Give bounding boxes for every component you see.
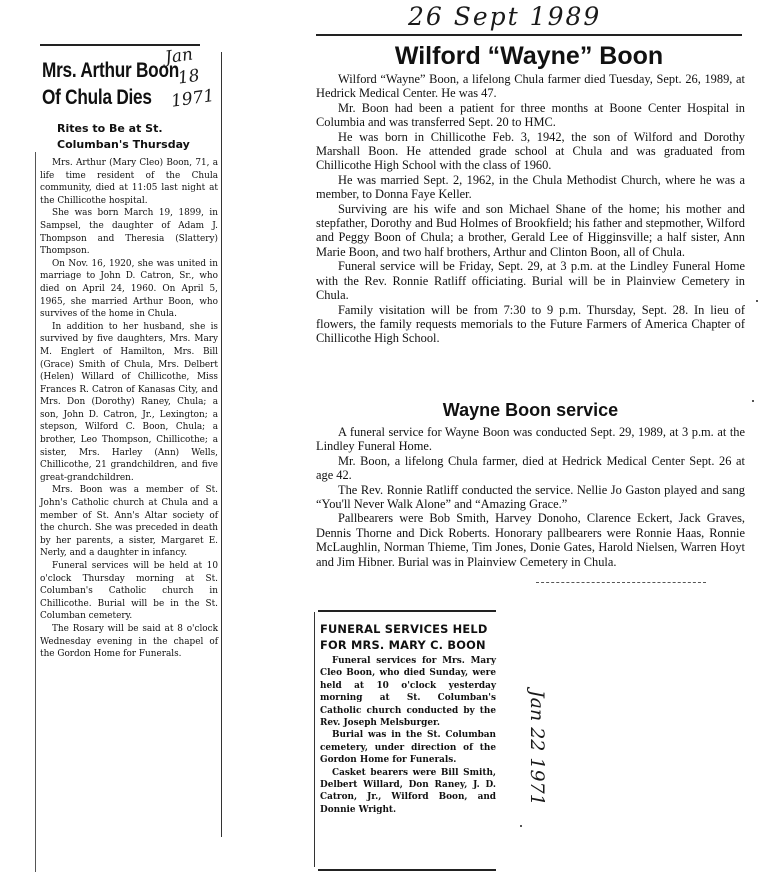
paragraph: The Rev. Ronnie Ratliff conducted the service. Nellie Jo Gaston played and sang “You'll Never Walk Alone” and “Amazing Grace.”	[316, 482, 745, 512]
paragraph: Mrs. Arthur (Mary Cleo) Boon, 71, a life time resident of the Chula community, died at 11:05 last night at the Chillicothe hospital.	[40, 158, 218, 206]
rule-top	[316, 34, 742, 36]
article-body-service	[316, 425, 745, 569]
article-body	[40, 157, 218, 661]
paragraph: Surviving are his wife and son Michael Shane of the home; his mother and stepfather, Dorothy and Bud Holmes of Brookfield; his father and stepmother, Wilford and Peggy Boon of Chula; a brother, Gerald Lee of Higginsville; a half sister, Ann Marie Boon, and two half brothers, Arthur and Clinton Boon, all of Chula.	[316, 201, 745, 259]
handwritten-day: 18	[176, 65, 201, 89]
paragraph: The Rosary will be said at 8 o'clock Wednesday evening in the chapel of the Gordon Home for Funerals.	[40, 623, 218, 660]
paragraph: Mr. Boon had been a patient for three months at Boone Center Hospital in Columbia and was transferred Sept. 20 to HMC.	[316, 100, 745, 130]
handwritten-date-jan-22-1971: Jan 22 1971	[526, 690, 548, 806]
paragraph: Mr. Boon, a lifelong Chula farmer, died at Hedrick Medical Center Sept. 26 at age 42.	[316, 453, 745, 483]
headline-line-2: FOR MRS. MARY C. BOON	[320, 638, 486, 652]
headline-wayne-boon-service: Wayne Boon service	[442, 400, 619, 420]
headline	[42, 57, 179, 111]
headline-line-1: FUNERAL SERVICES HELD	[320, 622, 488, 636]
paragraph: Funeral services for Mrs. Mary Cleo Boon, who died Sunday, were held at 10 o'clock yesterday morning at St. Columban's Catholic church conducted by the Rev. Joseph Melsburger.	[320, 656, 496, 729]
rule-top	[318, 610, 496, 612]
headline: Wilford “Wayne” Boon	[394, 42, 664, 70]
speck	[752, 400, 754, 402]
paragraph: Burial was in the St. Columban cemetery, under direction of the Gordon Home for Funerals.	[320, 730, 496, 766]
paragraph: Pallbearers were Bob Smith, Harvey Donoho, Clarence Eckert, Jack Graves, Dennis Thorne and Dick Roberts. Honorary pallbearers were Ronnie Haas, Ronnie McLaughlin, Norman Thieme, Tim Jones, Donie Gates, Harold Nielsen, Warren Hoyt and Jim Hibner. Burial was in Plainview Cemetery in Chula.	[316, 511, 745, 569]
speck	[520, 825, 522, 827]
paragraph: Casket bearers were Bill Smith, Delbert Willard, Don Raney, J. D. Catron, Jr., Wilford Boon, and Donnie Wright.	[320, 767, 496, 815]
column-rule-right	[221, 52, 222, 837]
paragraph: Family visitation will be from 7:30 to 9 p.m. Thursday, Sept. 28. In lieu of flowers, the family requests memorials to the Future Farmers of America Chapter of Chillicothe High School.	[316, 302, 745, 346]
column-rule-left	[35, 152, 36, 872]
speck	[756, 300, 758, 302]
rule-bottom	[536, 582, 706, 584]
paragraph: A funeral service for Wayne Boon was conducted Sept. 29, 1989, at 3 p.m. at the Lindley Funeral Home.	[316, 425, 745, 454]
paragraph: She was born March 19, 1899, in Sampsel, the daughter of Adam J. Thompson and Theresia (Slattery) Thompson.	[40, 208, 218, 257]
subheadline-line-2: Columban's Thursday	[57, 138, 190, 151]
paragraph: Wilford “Wayne” Boon, a lifelong Chula farmer died Tuesday, Sept. 26, 1989, at Hedrick Medical Center. He was 47.	[316, 72, 745, 101]
headline	[320, 621, 488, 653]
paragraph: On Nov. 16, 1920, she was united in marriage to John D. Catron, Sr., who died on April 24, 1960. On April 5, 1965, she married Arthur Boon, who survives of the home in Chula.	[40, 258, 218, 320]
handwritten-date-jan-18-1971	[164, 41, 216, 112]
headline-line-2: Of Chula Dies	[42, 86, 152, 109]
headline-line-1: Mrs. Arthur Boon	[42, 59, 180, 82]
column-rule-left	[314, 612, 315, 867]
article-body	[320, 655, 496, 816]
paragraph: He was born in Chillicothe Feb. 3, 1942, the son of Wilford and Dorothy Marshall Boon. He attended grade school at Chula and was graduated from Chillicothe High School with the class of 1960.	[316, 129, 745, 173]
paragraph: He was married Sept. 2, 1962, in the Chula Methodist Church, where he was a member, to Donna Faye Keller.	[316, 172, 745, 202]
article-body	[316, 72, 745, 346]
handwritten-year: 1971	[169, 85, 216, 112]
subheadline-line-1: Rites to Be at St.	[57, 122, 163, 135]
handwritten-month: Jan	[163, 44, 195, 69]
handwritten-date-26-sept-1989: 26 Sept 1989	[408, 2, 602, 31]
paragraph: Mrs. Boon was a member of St. John's Catholic church at Chula and a member of St. Ann's Altar society of the church. She was preceded in death by her parents, a sister, Margaret E. Nerly, and a daughter in infancy.	[40, 485, 218, 559]
rule-bottom	[318, 869, 496, 871]
subheadline	[57, 121, 217, 153]
paragraph: In addition to her husband, she is survived by five daughters, Mrs. Mary M. Englert of Hamilton, Mrs. Bill (Grace) Smith of Chula, Mrs. Delbert (Helen) Willard of Chillicothe, Miss Frances R. Catron of Kanasas City, and Mrs. Don (Dorothy) Raney, Chula; a son, John D. Catron, Jr., Lexington; a stepson, Wilford C. Boon, Chula; a brother, Leo Thompson, Chillicothe; a sister, Mrs. Harley (Ann) Wells, Chillicothe, 21 grandchildren, and five great-grandchildren.	[40, 321, 218, 483]
paragraph: Funeral service will be Friday, Sept. 29, at 3 p.m. at the Lindley Funeral Home with the Rev. Ronnie Ratliff officiating. Burial will be in Plainview Cemetery in Chula.	[316, 259, 745, 303]
paragraph: Funeral services will be held at 10 o'clock Thursday morning at St. Columban's Catholic church in Chillicothe. Burial will be in the St. Columban cemetery.	[40, 561, 218, 622]
